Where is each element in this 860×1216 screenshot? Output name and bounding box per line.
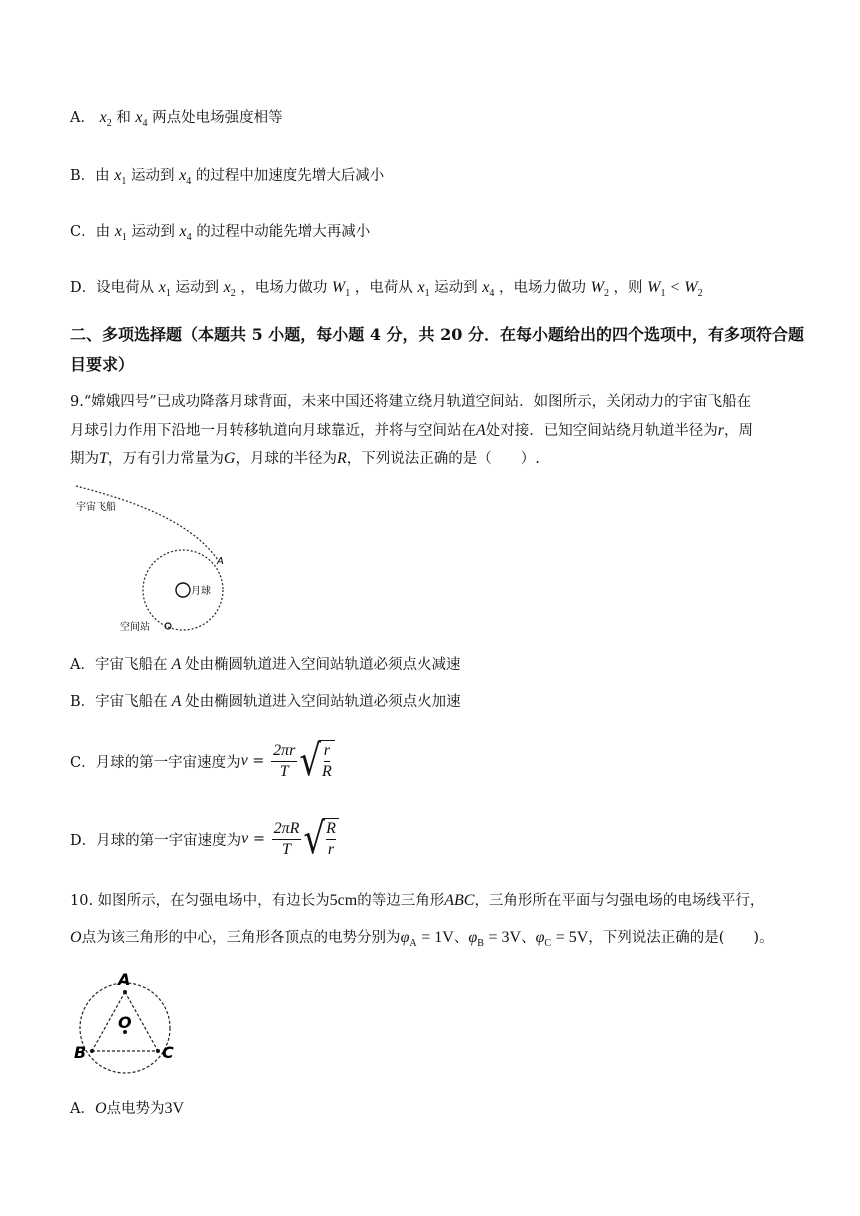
station-label: 空间站 [120,622,150,633]
section-2-heading: 二、多项选择题（本题共 5 小题，每小题 4 分，共 20 分．在每小题给出的四个选项中，有多项符合题目要求） [70,325,804,374]
q10-triangle-figure [70,968,185,1076]
var-x2: $x_2$ [99,109,112,129]
q9-option-b: B．宇宙飞船在 A 处由椭圆轨道进入空间站轨道必须点火加速 [70,693,461,710]
moon-circle [176,583,190,597]
vertex-a-label: A [118,970,131,989]
q9-orbit-figure [70,480,240,635]
q9-option-d: D．月球的第一宇宙速度为 v = $\frac{2\pi R}{T}$ √ $\frac{R}{r}$ [70,818,339,860]
formula-fraction: $\frac{2\pi r}{T}$ [273,741,296,780]
point-a-label: A [217,556,224,567]
q9-stem-line-2: 月球引力作用下沿地一月转移轨道向月球靠近，并将与空间站在A处对接．已知空间站绕月轨道半径为r，周 [70,422,754,439]
q8-option-c: C．由 $x_1$ 运动到 $x_4$ 的过程中动能先增大再减小 [70,223,371,243]
q8-option-b: B．由 $x_1$ 运动到 $x_4$ 的过程中加速度先增大后减小 [70,167,385,187]
vertex-c-dot [156,1049,160,1053]
moon-label: 月球 [191,586,211,597]
center-o-label: O [118,1013,132,1032]
q9-stem-line-1: 9.“嫦娥四号”已成功降落月球背面，未来中国还将建立绕月轨道空间站．如图所示，关闭动力的宇宙飞船在 [70,394,752,410]
ship-label: 宇宙飞船 [76,502,116,513]
q10-stem-line-2: O点为该三角形的中心，三角形各顶点的电势分别为$\varphi_A = 1V$、$\varphi_B = 3V$、$\varphi_C = 5V$，下列说法正确的是( )。 [70,929,774,949]
vertex-b-dot [90,1049,94,1053]
q9-option-a: A．宇宙飞船在 A 处由椭圆轨道进入空间站轨道必须点火减速 [70,656,461,673]
transfer-orbit-path [76,486,218,560]
station-orbit-circle [143,550,223,630]
q9-option-c: C．月球的第一宇宙速度为 v = $\frac{2\pi r}{T}$ √ $\frac{r}{R}$ [70,740,335,782]
var-x4: $x_4$ [135,109,148,129]
formula-sqrt: √ $\frac{R}{r}$ [303,818,338,860]
q10-option-a: A．O点电势为3V [70,1100,185,1117]
vertex-b-label: B [74,1043,87,1062]
q8-option-d: D．设电荷从 $x_1$ 运动到 $x_2$ ，电场力做功 $W_1$ ，电荷从 $x_1$ 运动到 $x_4$ ，电场力做功 $W_2$ ，则 $W_1 < W_2$ [70,279,703,299]
q10-stem-line-1: 10. 如图所示，在匀强电场中，有边长为5cm的等边三角形ABC，三角形所在平面与匀强电场的电场线平行， [70,892,765,909]
q9-stem-line-3: 期为T，万有引力常量为G，月球的半径为R，下列说法正确的是（ ）. [70,450,540,467]
formula-fraction: $\frac{2\pi R}{T}$ [273,819,300,858]
q8-option-a: A． $x_2$ 和 $x_4$ 两点处电场强度相等 [70,109,283,129]
vertex-c-label: C [162,1043,174,1062]
vertex-a-dot [123,990,127,994]
formula-sqrt: √ $\frac{r}{R}$ [299,740,334,782]
